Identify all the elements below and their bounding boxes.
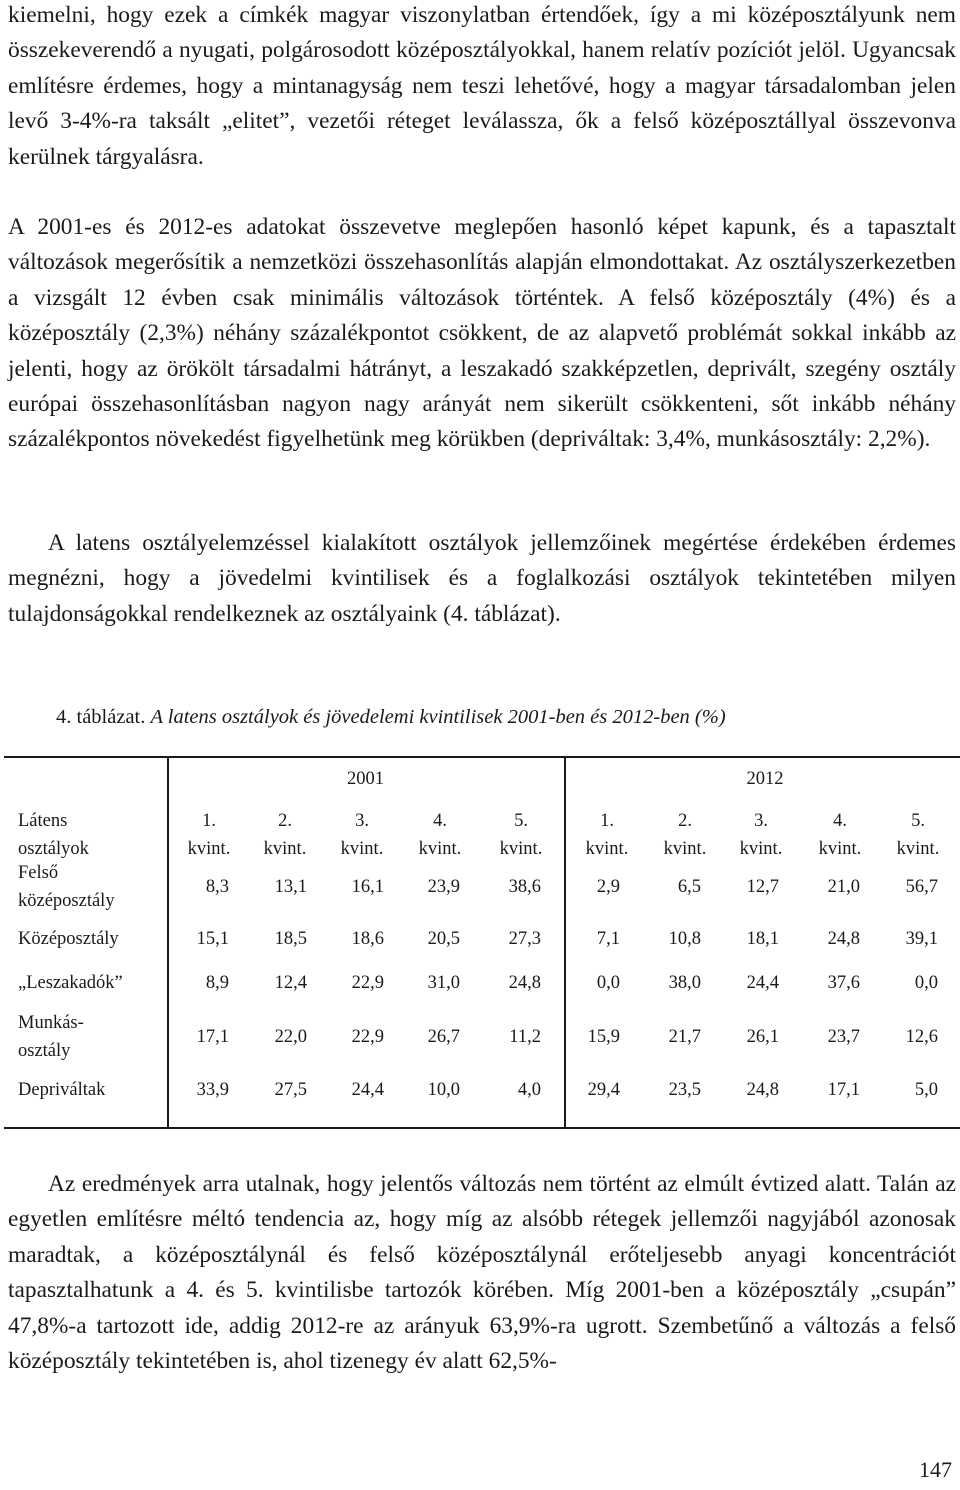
- row-header-line: osztályok: [18, 839, 89, 859]
- year-header: 2012: [746, 769, 784, 789]
- table-bottom-rule: [4, 1127, 960, 1129]
- table-cell: 21,7: [668, 1027, 701, 1047]
- table-cell: 17,1: [827, 1080, 860, 1100]
- column-header-unit: kvint.: [585, 839, 629, 859]
- table-cell: 18,6: [351, 929, 384, 949]
- table-cell: 10,0: [427, 1080, 460, 1100]
- paragraph-text: A latens osztályelemzéssel kialakított osztályok jellemzőinek megértése érdekében érdemes megnézni, hogy a jövedelmi kvintilisek és a foglalkozási osztályok tekintetében milyen tulajdonságokkal rendelkeznek az osztályaink (4. táblázat).: [8, 530, 956, 627]
- table-cell: 39,1: [905, 929, 938, 949]
- column-header-unit: kvint.: [818, 839, 862, 859]
- table-cell: 37,6: [827, 973, 860, 993]
- column-header-unit: kvint.: [739, 839, 783, 859]
- table-cell: 31,0: [427, 973, 460, 993]
- row-label-line: „Leszakadók”: [18, 973, 123, 993]
- column-header-number: 5.: [514, 811, 528, 831]
- column-header-number: 3.: [355, 811, 369, 831]
- column-header-unit: kvint.: [340, 839, 384, 859]
- table-cell: 6,5: [677, 877, 701, 897]
- row-label: [18, 859, 115, 915]
- row-label-line: Középosztály: [18, 929, 119, 949]
- body-paragraph: kiemelni, hogy ezek a címkék magyar viszonylatban értendőek, így a mi középosztályunk nem összekeverendő a nyugati, polgárosodott középosztályokkal, hanem relatív pozíciót jelöl. Ugyancsak említésre érdemes, hogy a mintanagyság nem teszi lehetővé, hogy a magyar társadalomban jelen levő 3-4%-ra taksált „elitet”, vezetői réteget leválassza, ők a felső középosztállyal összevonva kerülnek tárgyalásra.: [8, 2, 956, 170]
- table-cell: 13,1: [274, 877, 307, 897]
- table-cell: 16,1: [351, 877, 384, 897]
- table-cell: 17,1: [196, 1027, 229, 1047]
- column-header-number: 1.: [600, 811, 614, 831]
- column-header-unit: kvint.: [663, 839, 707, 859]
- column-header-number: 5.: [911, 811, 925, 831]
- table-cell: 56,7: [905, 877, 938, 897]
- table-cell: 18,1: [746, 929, 779, 949]
- column-header-unit: kvint.: [896, 839, 940, 859]
- table-cell: 22,9: [351, 1027, 384, 1047]
- table-cell: 7,1: [596, 929, 620, 949]
- row-label-line: osztály: [18, 1041, 71, 1061]
- table-cell: 24,4: [351, 1080, 384, 1100]
- table-cell: 15,1: [196, 929, 229, 949]
- table-cell: 27,5: [274, 1080, 307, 1100]
- column-header-number: 3.: [754, 811, 768, 831]
- table-cell: 20,5: [427, 929, 460, 949]
- row-label-line: középosztály: [18, 891, 115, 911]
- table-cell: 26,1: [746, 1027, 779, 1047]
- table-cell: 24,4: [746, 973, 779, 993]
- table-top-rule: [4, 756, 960, 758]
- column-header-unit: kvint.: [187, 839, 231, 859]
- row-header-line: Látens: [18, 811, 68, 831]
- caption-label: 4. táblázat.: [56, 706, 146, 728]
- row-header-title: [18, 807, 89, 863]
- table-cell: 11,2: [509, 1027, 541, 1047]
- table-cell: 5,0: [914, 1080, 938, 1100]
- row-label-line: Munkás-: [18, 1013, 84, 1033]
- caption-title: A latens osztályok és jövedelemi kvintilisek 2001-ben és 2012-ben (%): [150, 706, 726, 728]
- column-header: [491, 807, 551, 863]
- table-cell: 24,8: [827, 929, 860, 949]
- table-cell: 23,5: [668, 1080, 701, 1100]
- table-cell: 23,9: [427, 877, 460, 897]
- row-label-line: Depriváltak: [18, 1080, 106, 1100]
- body-paragraph: [8, 526, 956, 632]
- column-header: [577, 807, 637, 863]
- table-cell: 24,8: [746, 1080, 779, 1100]
- table-cell: 12,6: [905, 1027, 938, 1047]
- column-header: [332, 807, 392, 863]
- column-header: [731, 807, 791, 863]
- column-header-number: 1.: [202, 811, 216, 831]
- table-cell: 18,5: [274, 929, 307, 949]
- table-cell: 26,7: [427, 1027, 460, 1047]
- table-caption: [56, 703, 956, 731]
- table-cell: 21,0: [827, 877, 860, 897]
- table-cell: 33,9: [196, 1080, 229, 1100]
- row-label: [18, 1009, 84, 1065]
- table-cell: 22,0: [274, 1027, 307, 1047]
- year-header: 2001: [347, 769, 384, 789]
- table-cell: 10,8: [668, 929, 701, 949]
- table-cell: 22,9: [351, 973, 384, 993]
- table-cell: 12,7: [746, 877, 779, 897]
- page-number: 147: [919, 1457, 952, 1482]
- row-label: [18, 969, 123, 997]
- table-cell: 27,3: [508, 929, 541, 949]
- column-header: [810, 807, 870, 863]
- column-header-number: 2.: [678, 811, 692, 831]
- table-cell: 12,4: [274, 973, 307, 993]
- table-cell: 29,4: [587, 1080, 620, 1100]
- column-header-number: 2.: [278, 811, 292, 831]
- data-table: [4, 756, 960, 1129]
- column-header: [655, 807, 715, 863]
- table-cell: 2,9: [596, 877, 620, 897]
- row-label-line: Felső: [18, 863, 59, 883]
- column-header-number: 4.: [433, 811, 447, 831]
- table-cell: 38,0: [668, 973, 701, 993]
- column-header-unit: kvint.: [418, 839, 462, 859]
- body-paragraph: A 2001-es és 2012-es adatokat összevetve meglepően hasonló képet kapunk, és a tapasztalt változások megerősítik a nemzetközi összehasonlítás alapján elmondottakat. Az osztályszerkezetben a vizsgált 12 évben csak minimális változások történtek. A felső középosztály (4%) és a középosztály (2,3%) néhány százalékpontot csökkent, de az alapvető problémát sokkal inkább az jelenti, hogy az örökölt társadalmi hátrányt, a leszakadó szakképzetlen, deprivált, szegény osztály európai összehasonlításban nagyon nagy arányát nem sikerült csökkenteni, sőt inkább néhány százalékpontos növekedést figyelhetünk meg körükben (depriváltak: 3,4%, munkásosztály: 2,2%).: [8, 214, 956, 453]
- table-cell: 0,0: [914, 973, 938, 993]
- table-cell: 0,0: [596, 973, 620, 993]
- table-cell: 38,6: [508, 877, 541, 897]
- body-paragraph: Az eredmények arra utalnak, hogy jelentős változás nem történt az elmúlt évtized alatt. Talán az egyetlen említésre méltó tendencia az, hogy míg az alsóbb rétegek jellemzői nagyjából azonosak maradtak, a középosztálynál és felső középosztálynál erőteljesebb anyagi koncentrációt tapasztalhatunk a 4. és 5. kvintilisbe tartozók körében. Míg 2001-ben a középosztály „csupán” 47,8%-a tartozott ide, addig 2012-re az arányuk 63,9%-ra ugrott. Szembetűnő a változás a felső középosztály tekintetében is, ahol tizenegy év alatt 62,5%-: [8, 1171, 956, 1375]
- column-header: [255, 807, 315, 863]
- column-header-unit: kvint.: [499, 839, 543, 859]
- table-cell: 24,8: [508, 973, 541, 993]
- row-label: [18, 925, 119, 953]
- column-header-number: 4.: [833, 811, 847, 831]
- table-cell: 8,9: [205, 973, 229, 993]
- table-cell: 15,9: [587, 1027, 620, 1047]
- column-header: [888, 807, 948, 863]
- column-header: [179, 807, 239, 863]
- column-header-unit: kvint.: [263, 839, 307, 859]
- row-label: [18, 1076, 105, 1104]
- column-header: [410, 807, 470, 863]
- table-cell: 23,7: [827, 1027, 860, 1047]
- table-cell: 8,3: [205, 877, 229, 897]
- table-cell: 4,0: [517, 1080, 541, 1100]
